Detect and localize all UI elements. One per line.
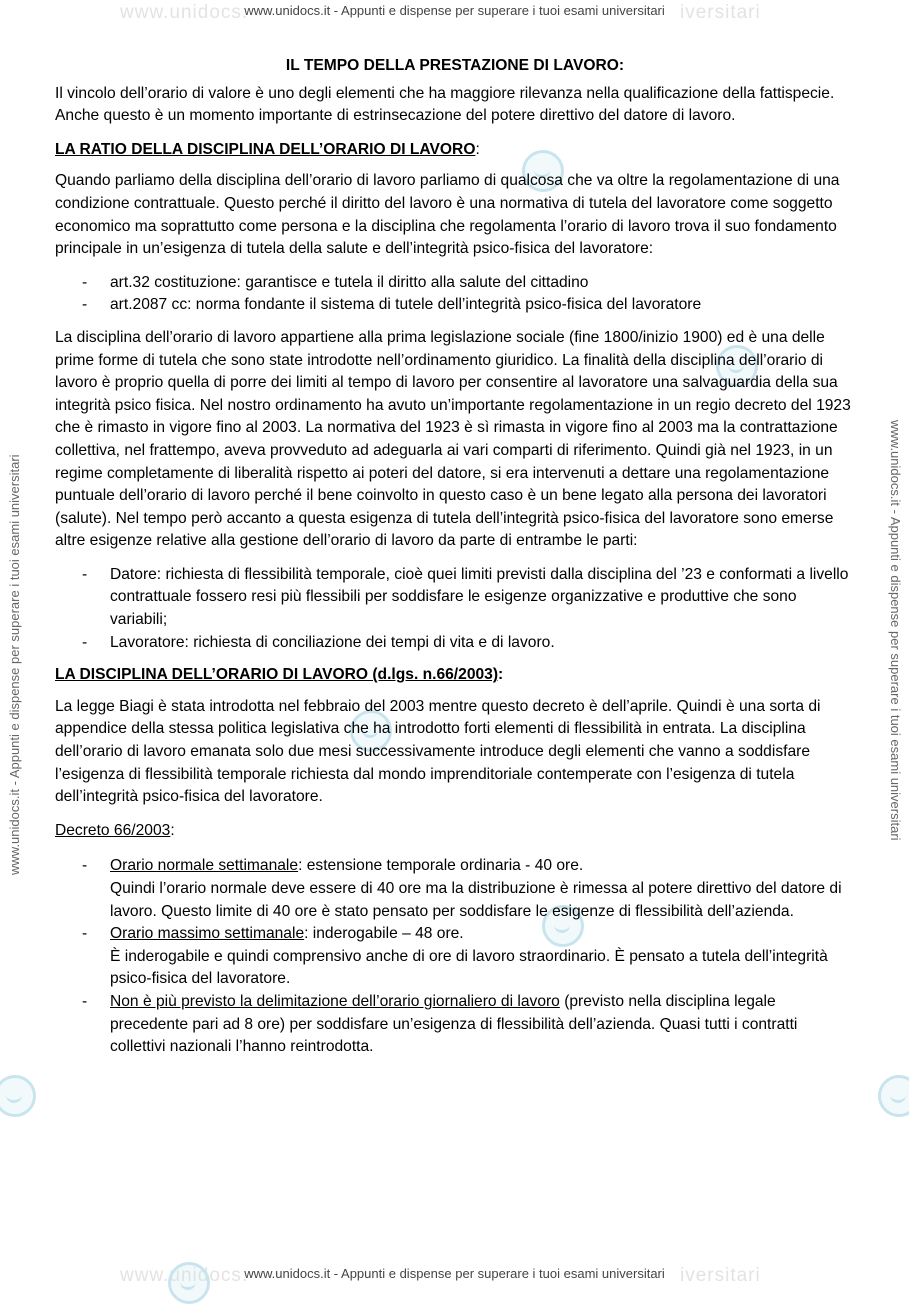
ghost-watermark-left-bottom: www.unidocs. (120, 1265, 249, 1286)
heading-colon: : (498, 666, 504, 684)
list-item: - art.32 costituzione: garantisce e tutela il diritto alla salute del cittadino (82, 273, 589, 291)
history-paragraph: La disciplina dell’orario di lavoro appartiene alla prima legislazione sociale (fine 1800/inizio 1900) ed è una delle prime forme di tutela che sono state introdotte nell’ordinamento giuridico. La finalità della disciplina dell’orario di lavoro è proprio quella di porre dei limiti al tempo di lavoro per consentire al lavoratore una salvaguardia della sua integrità psico fisica. Nel nostro ordinamento ha avuto un’importante regolamentazione in un regio decreto del 1923 che è rimasto in vigore fino al 2003. La normativa del 1923 è sì rimasta in vigore fino al 2003 ma la contrattazione collettiva, nel frattempo, aveva provveduto ad adeguarla ai vari comparti di riferimento. Quindi già nel 1923, in un regime completamente di liberalità rispetto ai poteri del datore, si era intervenuti a dettare una regolamentazione puntuale dell’orario di lavoro perché il bene coinvolto in questo caso è un bene legato alla persona dei lavoratori (salute). Nel tempo però accanto a questa esigenza di tutela dell’integrità psico-fisica del lavoratore sono emerse altre esigenze relative alla gestione dell’orario di lavoro da parte di entrambe le parti: (55, 328, 851, 550)
decree-subheading: Decreto 66/2003: (55, 821, 175, 839)
ghost-watermark-right: iversitari (680, 2, 761, 23)
list-item: - Lavoratore: richiesta di conciliazione dei tempi di vita e di lavoro. (82, 633, 555, 651)
watermark-logo-icon (168, 1262, 210, 1304)
section-heading-ratio (55, 139, 855, 162)
list-item: - Datore: richiesta di flessibilità temporale, cioè quei limiti previsti dalla disciplina del ’23 e conformati a livello contrattuale fossero resi più flessibili per soddisfare le esigenze organizzative e produttive che sono variabili; (82, 565, 849, 629)
watermark-logo-icon (878, 1075, 909, 1117)
needs-list (55, 564, 855, 654)
ratio-paragraph: Quando parliamo della disciplina dell’orario di lavoro parliamo di qualcosa che va oltre la regolamentazione di una condizione contrattuale. Questo perché il diritto del lavoro è una normativa di tutela del lavoratore come soggetto economico ma soprattutto come persona e la disciplina che regolamenta l’orario di lavoro trova il suo fondamento principale in un’esigenza di tutela della salute e dell’integrità psico-fisica del lavoratore: (55, 172, 840, 258)
decree-list (55, 855, 855, 1058)
ghost-watermark-left: www.unidocs. (120, 2, 249, 23)
watermark-logo-icon (0, 1075, 36, 1117)
legal-basis-list (55, 272, 855, 317)
section-heading-disciplina (55, 664, 855, 687)
list-item: - art.2087 cc: norma fondante il sistema di tutele dell’integrità psico-fisica del lavoratore (82, 296, 702, 314)
intro-paragraph: Il vincolo dell’orario di valore è uno degli elementi che ha maggiore rilevanza nella qualificazione della fattispecie. Anche questo è un momento importante di estrinsecazione del potere direttivo del datore di lavoro. (55, 84, 835, 125)
ghost-watermark-right-bottom: iversitari (680, 1265, 761, 1286)
list-item: - Orario normale settimanale: estensione temporale ordinaria - 40 ore. Quindi l’orario normale deve essere di 40 ore ma la distribuzione è rimessa al potere direttivo del datore di lavoro. Questo limite di 40 ore è stato pensato per soddisfare le esigenze di flessibilità dell’azienda. (82, 857, 842, 920)
section-heading-text: LA RATIO DELLA DISCIPLINA DELL’ORARIO DI LAVORO (55, 140, 476, 158)
side-banner-left: www.unidocs.it - Appunti e dispense per superare i tuoi esami universitari (7, 454, 22, 875)
page-title: IL TEMPO DELLA PRESTAZIONE DI LAVORO: (285, 57, 625, 74)
biagi-paragraph: La legge Biagi è stata introdotta nel febbraio del 2003 mentre questo decreto è dell’aprile. Quindi è una sorta di appendice della stessa politica legislativa che ha introdotto forti elementi di flessibilità in entrata. La disciplina dell’orario di lavoro emanata solo due mesi successivamente introduce degli elementi che vanno a soddisfare l’esigenza di flessibilità temporale richiesta dal mondo imprenditoriale contemperate con l’esigenza di tutela dell’integrità psico-fisica del lavoratore. (55, 697, 821, 806)
heading-colon: : (475, 140, 480, 158)
side-banner-right: www.unidocs.it - Appunti e dispense per superare i tuoi esami universitari (888, 420, 903, 841)
list-item: - Orario massimo settimanale: inderogabile – 48 ore. È inderogabile e quindi comprensivo anche di ore di lavoro straordinario. È pensato a tutela dell’integrità psico-fisica del lavoratore. (82, 925, 828, 988)
header-banner: www.unidocs.it - Appunti e dispense per superare i tuoi esami universitari (244, 3, 665, 18)
footer-banner: www.unidocs.it - Appunti e dispense per superare i tuoi esami universitari (244, 1266, 665, 1281)
list-item: - Non è più previsto la delimitazione dell’orario giornaliero di lavoro (previsto nella disciplina legale precedente pari ad 8 ore) per soddisfare un’esigenza di flessibilità dell’azienda. Quasi tutti i contratti collettivi nazionali l’hanno reintrodotta. (82, 992, 798, 1056)
document-body (55, 55, 855, 1069)
section-heading-text: LA DISCIPLINA DELL’ORARIO DI LAVORO (d.lgs. n.66/2003) (55, 666, 499, 684)
